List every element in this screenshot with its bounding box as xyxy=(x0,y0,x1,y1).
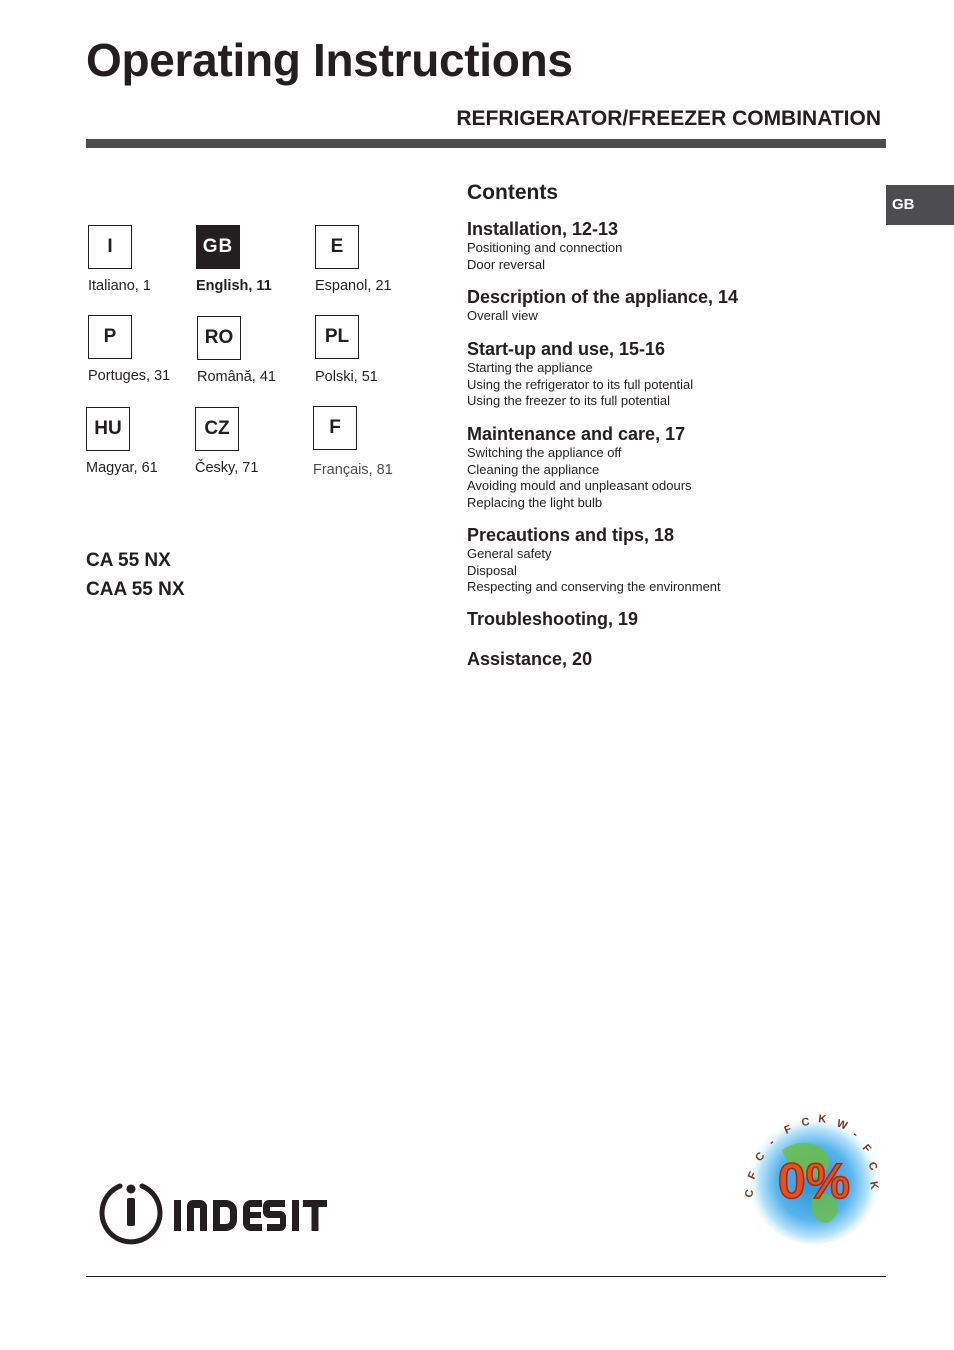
toc-section-title: Precautions and tips, 18 xyxy=(467,525,675,545)
svg-text:-: - xyxy=(766,1136,777,1149)
toc-section-title: Start-up and use, 15-16 xyxy=(467,339,666,359)
indesit-logo-icon xyxy=(98,1178,330,1248)
svg-text:F: F xyxy=(782,1123,794,1137)
toc-item: Switching the appliance off xyxy=(467,445,622,460)
lang-box-english: GB xyxy=(196,225,240,269)
svg-text:-: - xyxy=(850,1128,861,1141)
toc-section-title: Description of the appliance, 14 xyxy=(467,287,739,307)
svg-text:C: C xyxy=(865,1160,880,1173)
lang-box-cesky: CZ xyxy=(195,407,239,451)
indesit-logo xyxy=(98,1178,330,1253)
product-type-subtitle: REFRIGERATOR/FREEZER COMBINATION xyxy=(456,107,881,130)
lang-label-polski: Polski, 51 xyxy=(315,369,378,385)
cfc-free-badge xyxy=(742,1100,886,1251)
toc-section-installation xyxy=(467,219,622,273)
svg-text:K: K xyxy=(817,1113,827,1126)
toc-item: Replacing the light bulb xyxy=(467,494,603,510)
toc-section-assistance xyxy=(467,649,592,670)
lang-box-romana: RO xyxy=(197,316,241,360)
lang-box-francais: F xyxy=(313,406,357,450)
svg-text:K: K xyxy=(867,1180,881,1191)
lang-label-espanol: Espanol, 21 xyxy=(315,278,392,294)
toc-section-title: Maintenance and care, 17 xyxy=(467,424,686,444)
header-divider xyxy=(86,139,886,148)
lang-label-english: English, 11 xyxy=(196,278,272,294)
lang-label-italiano: Italiano, 1 xyxy=(88,278,151,294)
svg-text:F: F xyxy=(859,1142,874,1156)
lang-box-espanol: E xyxy=(315,225,359,269)
toc-item: Cleaning the appliance xyxy=(467,461,600,477)
svg-text:0%: 0% xyxy=(777,1153,851,1209)
lang-label-cesky: Česky, 71 xyxy=(195,460,259,476)
toc-section-title: Installation, 12-13 xyxy=(467,219,619,239)
contents-heading: Contents xyxy=(467,181,558,204)
toc-section-description xyxy=(467,287,738,325)
toc-section-title: Troubleshooting, 19 xyxy=(467,609,639,629)
toc-section-start-up xyxy=(467,339,693,410)
toc-item: Respecting and conserving the environment xyxy=(467,579,721,594)
toc-item: Avoiding mould and unpleasant odours xyxy=(467,478,692,493)
svg-text:C: C xyxy=(753,1150,768,1164)
toc-item: Overall view xyxy=(467,308,538,323)
lang-box-magyar: HU xyxy=(86,407,130,451)
lang-box-portuges: P xyxy=(88,315,132,359)
model-number: CAA 55 NX xyxy=(86,579,185,600)
toc-item: Using the refrigerator to its full potential xyxy=(467,376,694,392)
page-title: Operating Instructions xyxy=(86,34,573,86)
toc-section-precautions xyxy=(467,525,721,596)
toc-item: Door reversal xyxy=(467,256,546,272)
lang-label-francais: Français, 81 xyxy=(313,462,393,478)
language-side-tab: GB xyxy=(886,185,954,225)
svg-text:W: W xyxy=(834,1117,849,1133)
lang-label-portuges: Portuges, 31 xyxy=(88,368,171,384)
toc-item: Starting the appliance xyxy=(467,360,593,375)
toc-section-title: Assistance, 20 xyxy=(467,649,593,669)
toc-section-maintenance xyxy=(467,424,692,511)
lang-label-romana: Română, 41 xyxy=(197,369,276,385)
svg-text:F: F xyxy=(745,1170,760,1182)
lang-box-italiano: I xyxy=(88,225,132,269)
lang-box-polski: PL xyxy=(315,315,359,359)
toc-section-troubleshooting xyxy=(467,609,638,630)
toc-item: Disposal xyxy=(467,562,517,578)
toc-item: Positioning and connection xyxy=(467,240,623,255)
model-number: CA 55 NX xyxy=(86,550,171,571)
toc-item: Using the freezer to its full potential xyxy=(467,393,671,408)
svg-text:C: C xyxy=(800,1115,811,1129)
toc-item: General safety xyxy=(467,546,552,561)
globe-zero-percent-icon xyxy=(742,1100,886,1246)
svg-text:C: C xyxy=(743,1188,757,1199)
lang-label-magyar: Magyar, 61 xyxy=(86,460,158,476)
footer-divider xyxy=(86,1276,886,1277)
